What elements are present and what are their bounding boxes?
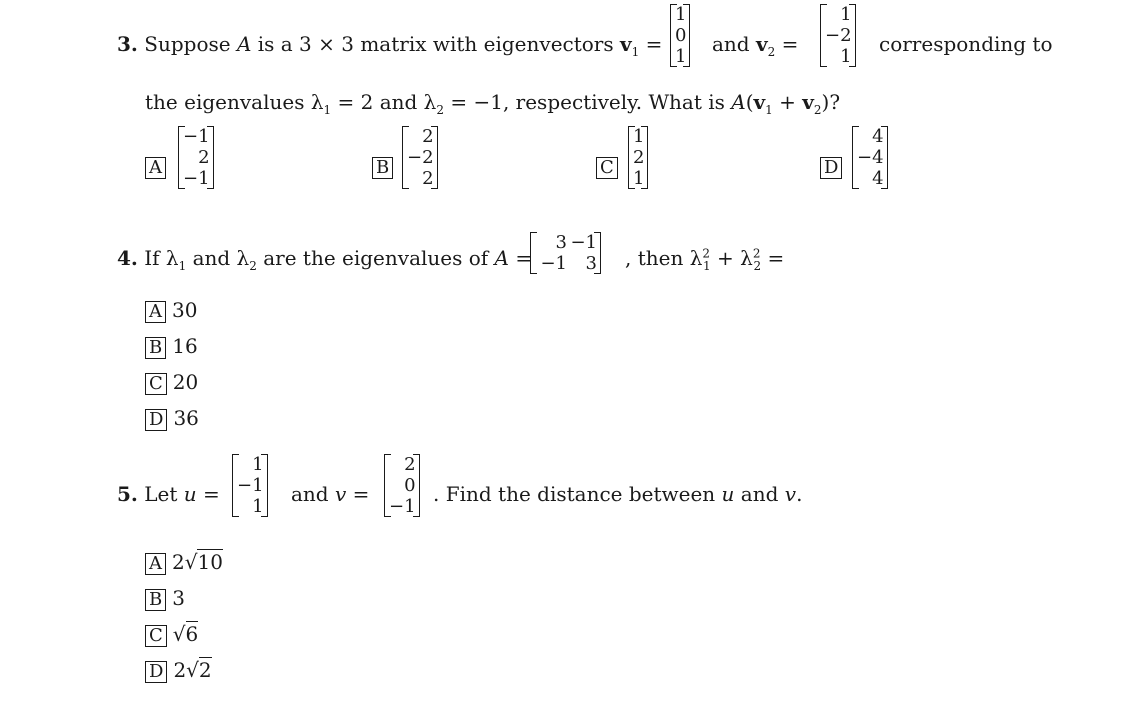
matrix-symbol: A <box>236 32 252 56</box>
matrix-cell: 1 <box>252 454 264 475</box>
q3-corresponding: corresponding to <box>879 32 1053 56</box>
option-label-box: A <box>145 301 166 323</box>
q5-text: = <box>346 482 370 506</box>
answer-option-c[interactable] <box>596 154 624 179</box>
matrix-cell: 1 <box>675 4 687 25</box>
u-vector <box>232 454 268 517</box>
v1-vector <box>670 4 690 67</box>
answer-option-d[interactable] <box>145 406 199 431</box>
q5-text: v <box>784 482 797 506</box>
q3-text: the eigenvalues λ <box>145 90 324 114</box>
v2-vector <box>820 4 856 67</box>
answer-option-a[interactable] <box>145 550 223 575</box>
matrix-cell: 0 <box>404 475 416 496</box>
option-label-box: D <box>820 157 842 179</box>
answer-option-b[interactable] <box>145 586 185 611</box>
answer-option-d[interactable] <box>145 658 212 683</box>
answer-option-a[interactable] <box>145 154 172 179</box>
q3-text: A <box>731 90 746 114</box>
q4-text: + λ <box>710 246 753 270</box>
q3-text: v <box>802 90 814 114</box>
question-5-let <box>117 482 220 506</box>
option-label-box: B <box>145 337 166 359</box>
q5-text: . <box>796 482 803 506</box>
q3-and: and $v_2$ = <box>712 32 799 59</box>
matrix-cell: 2 <box>198 147 210 168</box>
v1-label: v <box>620 32 632 56</box>
option-coef: 2 <box>173 658 187 682</box>
sqrt-icon: √ <box>186 658 199 682</box>
q3-text: + <box>772 90 803 114</box>
matrix-cell: −4 <box>857 147 884 168</box>
matrix-cell: 4 <box>872 168 884 189</box>
option-value: 36 <box>173 406 199 430</box>
answer-option-b[interactable] <box>145 334 198 359</box>
matrix-cell: −1 <box>183 126 210 147</box>
option-value: 16 <box>172 334 198 358</box>
q5-and <box>291 482 369 506</box>
q4-text: and λ <box>186 246 250 270</box>
q5-text: = <box>196 482 220 506</box>
matrix-cell: 1 <box>675 46 687 67</box>
answer-option-d[interactable] <box>820 154 848 179</box>
matrix-cell: −2 <box>407 147 434 168</box>
answer-option-b[interactable] <box>372 154 399 179</box>
option-d-vector <box>852 126 888 189</box>
option-a-vector <box>178 126 214 189</box>
q3-text: = 2 and λ <box>331 90 437 114</box>
option-label-box: D <box>145 409 167 431</box>
v1-sub: 1 <box>631 45 640 59</box>
q5-text: and <box>291 482 329 506</box>
matrix-cell: 3 <box>555 232 567 253</box>
option-radicand: 2 <box>198 658 212 682</box>
option-value: 30 <box>172 298 198 322</box>
matrix-cell: 3 <box>585 253 597 274</box>
matrix-cell: −1 <box>540 253 567 274</box>
matrix-row <box>531 253 600 274</box>
q5-text: . Find the distance between <box>433 482 722 506</box>
option-label-box: A <box>145 157 166 179</box>
question-4-text: 4. If $\lambda_1$ and $\lambda_2$ are the eigenvalues of A = <box>117 246 533 273</box>
q5-text: u <box>721 482 735 506</box>
v2-label: v <box>755 32 768 56</box>
matrix-cell: 1 <box>840 46 852 67</box>
q5-text: and <box>734 482 785 506</box>
option-label-box: B <box>372 157 393 179</box>
q3-intro: Suppose <box>144 32 231 56</box>
matrix-cell: 1 <box>633 126 645 147</box>
q4-text: are the eigenvalues of <box>256 246 495 270</box>
matrix-cell: 2 <box>422 168 434 189</box>
q5-find <box>433 482 802 506</box>
matrix-cell: 1 <box>633 168 645 189</box>
v2-sub: 2 <box>767 45 776 59</box>
answer-option-c[interactable] <box>145 370 198 395</box>
option-label-box: C <box>596 157 618 179</box>
vector-symbol: u <box>183 482 197 506</box>
question-3-line-2: the eigenvalues $\lambda_1 = 2$ and $\lambda_2 = -1$, respectively. What is $A(v_1 + v_2)$? <box>145 90 841 117</box>
question-number: 5. <box>117 482 138 506</box>
option-label-box: D <box>145 661 167 683</box>
q3-text: )? <box>821 90 841 114</box>
option-radicand: 10 <box>197 550 223 574</box>
q3-text: v <box>753 90 766 114</box>
option-coef: 2 <box>172 550 185 574</box>
q5-text: Let <box>144 482 178 506</box>
question-number: 3. <box>117 32 138 56</box>
answer-option-c[interactable] <box>145 622 198 647</box>
question-3-line-1: 3. Suppose A is a 3 × 3 matrix with eigenvectors $v_1$ = <box>117 32 663 59</box>
matrix-cell: 1 <box>840 4 852 25</box>
sqrt-icon: √ <box>172 622 186 646</box>
q4-text: , then λ <box>625 246 703 270</box>
v-vector <box>384 454 420 517</box>
matrix-cell: 2 <box>633 147 645 168</box>
option-radicand: 6 <box>185 622 199 646</box>
matrix-cell: −2 <box>825 25 852 46</box>
matrix-cell: 2 <box>422 126 434 147</box>
vector-symbol: v <box>334 482 347 506</box>
option-c-vector <box>628 126 648 189</box>
option-b-vector <box>402 126 438 189</box>
q3-text: = −1, respectively. What is <box>443 90 732 114</box>
q4-text: = <box>761 246 785 270</box>
answer-option-a[interactable] <box>145 298 197 323</box>
option-label-box: C <box>145 373 167 395</box>
sqrt-icon: √ <box>184 550 198 574</box>
option-value: 20 <box>172 370 199 394</box>
option-label-box: A <box>145 553 166 575</box>
matrix-cell: −1 <box>570 232 597 253</box>
matrix-cell: −1 <box>389 496 416 517</box>
option-label-box: C <box>145 625 167 647</box>
q4-text: = <box>508 246 533 270</box>
q4-text: If λ <box>144 246 179 270</box>
matrix-cell: 1 <box>252 496 264 517</box>
q3-and-text: and <box>712 32 750 56</box>
matrix-cell: 4 <box>872 126 884 147</box>
matrix-cell: −1 <box>183 168 210 189</box>
q3-text: ( <box>745 90 754 114</box>
q4-then: , then $\lambda^2_1 + \lambda^2_2$ = <box>625 246 785 273</box>
q4-matrix <box>530 232 601 274</box>
matrix-symbol: A <box>494 246 509 270</box>
q3-is: is a 3 × 3 matrix with eigenvectors <box>257 32 614 56</box>
option-coef: 3 <box>172 586 185 610</box>
matrix-row <box>531 232 600 253</box>
matrix-cell: 0 <box>675 25 687 46</box>
question-number: 4. <box>117 246 138 270</box>
matrix-cell: 2 <box>404 454 416 475</box>
option-label-box: B <box>145 589 166 611</box>
matrix-cell: −1 <box>237 475 264 496</box>
